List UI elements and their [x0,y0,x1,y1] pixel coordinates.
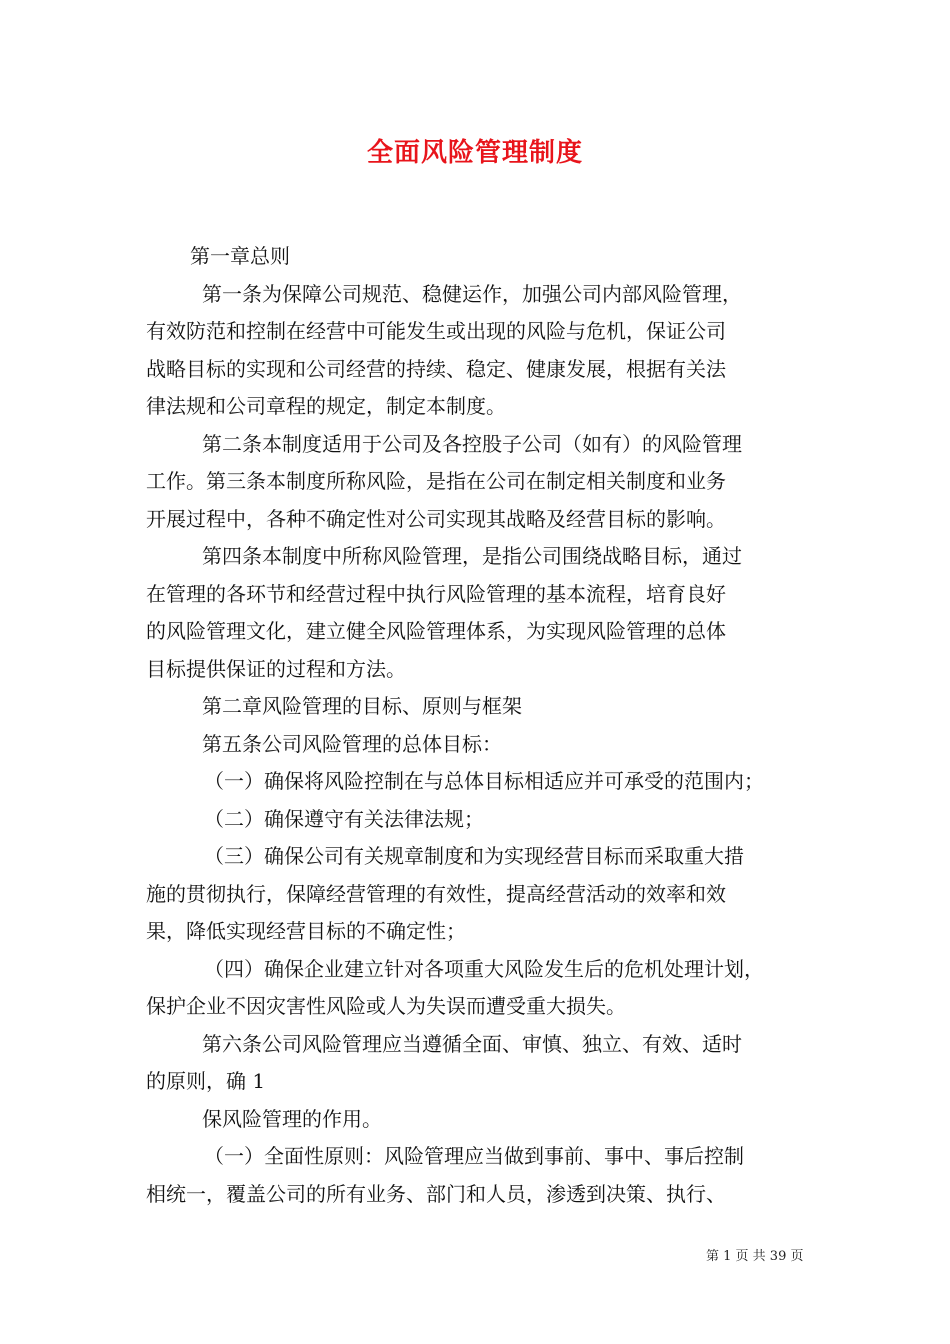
document-body [146,238,810,1213]
list-item: （二）确保遵守有关法律法规； [204,806,484,831]
paragraph-line: 第六条公司风险管理应当遵循全面、审慎、独立、有效、适时 [202,1031,742,1056]
paragraph-line: 第一条为保障公司规范、稳健运作，加强公司内部风险管理， [202,281,742,306]
chapter-heading: 第一章总则 [190,244,290,268]
paragraph-line: 果，降低实现经营目标的不确定性； [146,919,466,943]
paragraph-line: 相统一，覆盖公司的所有业务、部门和人员，渗透到决策、执行、 [146,1181,726,1206]
paragraph-line: 律法规和公司章程的规定，制定本制度。 [146,394,506,418]
paragraph-line: 保风险管理的作用。 [202,1106,382,1131]
page-number: 第 1 页 共 39 页 [706,1249,804,1264]
list-item: （一）确保将风险控制在与总体目标相适应并可承受的范围内； [204,769,764,793]
paragraph-line: 目标提供保证的过程和方法。 [146,656,406,681]
list-item: （一）全面性原则：风险管理应当做到事前、事中、事后控制 [204,1144,744,1168]
chapter-heading: 第二章风险管理的目标、原则与框架 [202,694,522,718]
paragraph-line: 第五条公司风险管理的总体目标： [202,731,502,756]
paragraph-line: 工作。第三条本制度所称风险，是指在公司在制定相关制度和业务 [146,469,726,493]
paragraph-line: 战略目标的实现和公司经营的持续、稳定、健康发展，根据有关法 [146,356,726,381]
paragraph-line: 第四条本制度中所称风险管理，是指公司围绕战略目标，通过 [202,544,742,568]
paragraph-line: 开展过程中，各种不确定性对公司实现其战略及经营目标的影响。 [146,506,726,531]
paragraph-line: 保护企业不因灾害性风险或人为失误而遭受重大损失。 [146,994,626,1018]
paragraph-line: 有效防范和控制在经营中可能发生或出现的风险与危机，保证公司 [146,319,726,343]
paragraph-line: 施的贯彻执行，保障经营管理的有效性，提高经营活动的效率和效 [146,881,726,906]
list-item: （三）确保公司有关规章制度和为实现经营目标而采取重大措 [204,844,744,868]
list-item: （四）确保企业建立针对各项重大风险发生后的危机处理计划， [204,956,764,981]
document-title: 全面风险管理制度 [366,138,583,168]
paragraph-line: 第二条本制度适用于公司及各控股子公司（如有）的风险管理 [202,431,742,456]
paragraph-line: 在管理的各环节和经营过程中执行风险管理的基本流程，培育良好 [146,581,726,606]
paragraph-line: 的原则，确 1 [146,1069,266,1093]
paragraph-line: 的风险管理文化，建立健全风险管理体系，为实现风险管理的总体 [146,619,726,643]
